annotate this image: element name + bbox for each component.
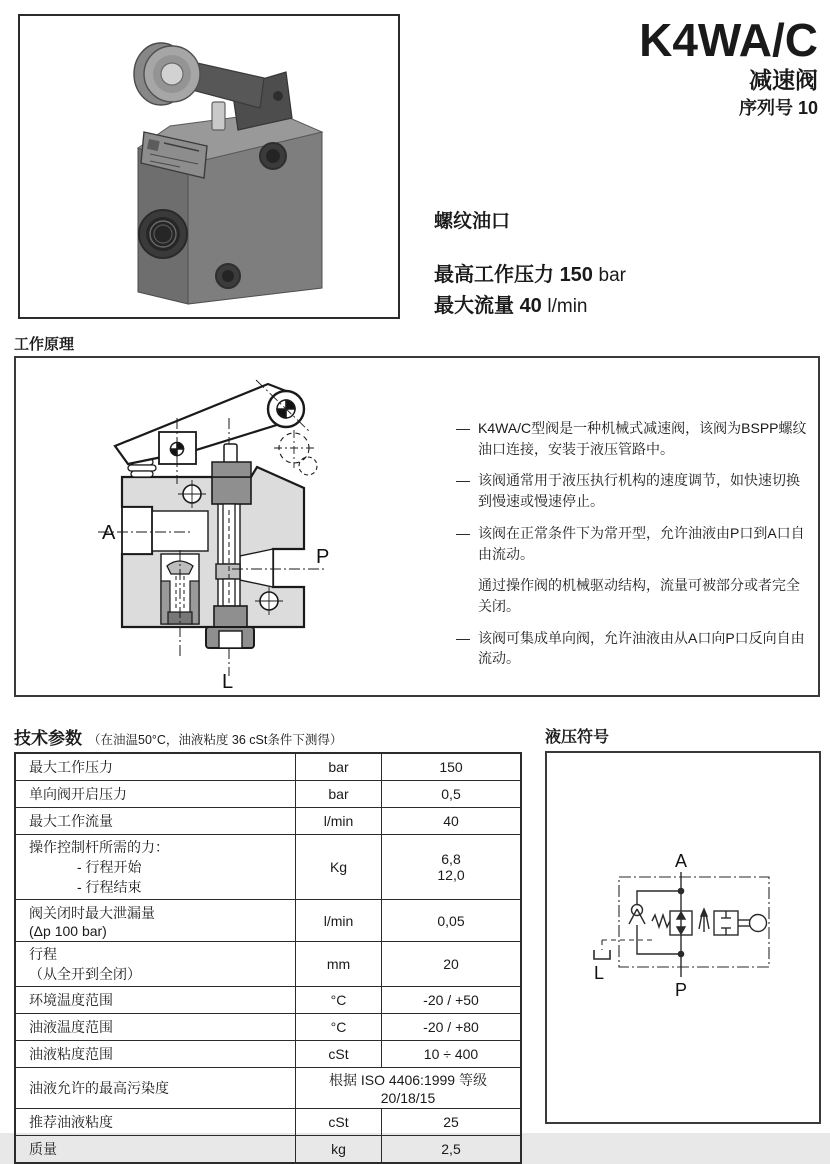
param-name-line: - 行程开始 [77,859,142,875]
bullet-4 [456,628,808,669]
title-block [639,16,818,120]
symbol-port-p-label: P [675,980,688,1000]
table-row [15,1136,521,1164]
param-name-line: 阀关闭时最大泄漏量 [29,904,155,921]
param-value [382,835,522,900]
table-row [15,753,521,781]
table-row [15,987,521,1014]
param-unit: bar [296,781,382,808]
bullet-dash: — [456,420,470,436]
param-name-line: （从全开到全闭） [29,966,141,982]
tech-params-note: （在油温50°C，油液粘度 36 cSt条件下测得） [88,733,343,747]
hydraulic-symbol-diagram [547,753,815,1118]
working-principle-box [14,356,820,697]
bullet-3-subparagraph: 通过操作阀的机械驱动结构，流量可被部分或者完全关闭。 [478,577,800,615]
tech-params-table [14,752,522,1164]
bullet-1 [456,418,808,459]
param-unit: cSt [296,1041,382,1068]
param-value: -20 / +50 [382,987,522,1014]
port-p-label: P [316,546,330,568]
param-name: 油液允许的最高污染度 [15,1068,296,1109]
bullet-dash: — [456,629,470,646]
param-unit: °C [296,987,382,1014]
max-pressure-value: 150 [559,264,593,286]
table-row [15,1041,521,1068]
table-row [15,1109,521,1136]
valve-photo [20,16,394,313]
port-type: 螺纹油口 [434,211,511,232]
working-principle-text [456,418,808,680]
bullet-3 [456,523,808,564]
param-name: 最大工作压力 [15,753,296,781]
param-value-line: 12,0 [437,867,465,883]
max-flow-unit: l/min [547,296,588,317]
max-pressure-line [434,260,626,291]
param-value: 40 [382,808,522,835]
bullet-2 [456,470,808,511]
model-name: K4WA/C [639,14,818,66]
tech-params-heading [14,724,342,749]
param-name: 油液粘度范围 [15,1041,296,1068]
table-row [15,942,521,987]
hydraulic-symbol-heading: 液压符号 [545,729,610,746]
param-name: 环境温度范围 [15,987,296,1014]
param-value: 2,5 [382,1136,522,1164]
param-value: 10 ÷ 400 [382,1041,522,1068]
valve-cross-section-diagram [18,360,358,693]
param-value: 0,5 [382,781,522,808]
bullet-1-text: K4WA/C型阀是一种机械式减速阀，该阀为BSPP螺纹油口连接，安装于液压管路中。 [478,420,807,457]
working-principle-heading: 工作原理 [14,336,75,353]
param-unit: mm [296,942,382,987]
max-pressure-unit: bar [598,265,626,286]
table-row [15,808,521,835]
bullet-3-text: 该阀在正常条件下为常开型，允许油液由P口到A口自由流动。 [478,524,805,562]
param-merged-value: 根据 ISO 4406:1999 等级 20/18/15 [296,1068,522,1109]
param-name: 单向阀开启压力 [15,781,296,808]
param-value: 0,05 [382,900,522,942]
symbol-port-a-label: A [675,851,688,871]
bullet-dash: — [456,524,470,541]
param-name: 最大工作流量 [15,808,296,835]
symbol-port-l-label: L [594,963,605,983]
table-row [15,1068,521,1109]
param-name: 油液温度范围 [15,1014,296,1041]
param-name: 质量 [15,1136,296,1164]
hydraulic-symbol-box [545,751,821,1124]
table-row [15,781,521,808]
max-flow-label: 最大流量 [434,295,514,317]
param-unit: kg [296,1136,382,1164]
param-unit: l/min [296,808,382,835]
table-row [15,1014,521,1041]
param-value: -20 / +80 [382,1014,522,1041]
bullet-dash: — [456,472,470,489]
tech-params-title: 技术参数 [14,729,82,748]
series-number: 序列号 10 [738,98,818,119]
param-unit: °C [296,1014,382,1041]
param-unit: cSt [296,1109,382,1136]
param-name: 推荐油液粘度 [15,1109,296,1136]
param-name [15,942,296,987]
valve-type-subtitle: 减速阀 [749,67,818,94]
param-unit: l/min [296,900,382,942]
bullet-4-text: 该阀可集成单向阀，允许油液由从A口向P口反向自由流动。 [478,629,805,667]
param-value: 150 [382,753,522,781]
bullet-2-text: 该阀通常用于液压执行机构的速度调节，如快速切换到慢速或慢速停止。 [478,472,800,510]
param-value-line: 6,8 [441,851,461,867]
param-name [15,835,296,900]
max-flow-value: 40 [519,295,542,317]
param-unit: bar [296,753,382,781]
product-photo-frame [18,14,400,319]
max-flow-line [434,291,626,322]
table-row [15,835,521,900]
param-value: 20 [382,942,522,987]
param-name-line: 行程 [29,946,57,962]
table-row [15,900,521,942]
param-name-line: (Δp 100 bar) [29,922,107,939]
param-name [15,900,296,942]
param-name-line: 操作控制杆所需的力： [29,839,169,855]
max-pressure-label: 最高工作压力 [434,264,554,286]
param-unit: Kg [296,835,382,900]
port-l-label: L [222,671,234,693]
param-name-line: - 行程结束 [77,879,142,895]
port-a-label: A [102,522,116,544]
param-value: 25 [382,1109,522,1136]
intro-specs [434,206,626,322]
